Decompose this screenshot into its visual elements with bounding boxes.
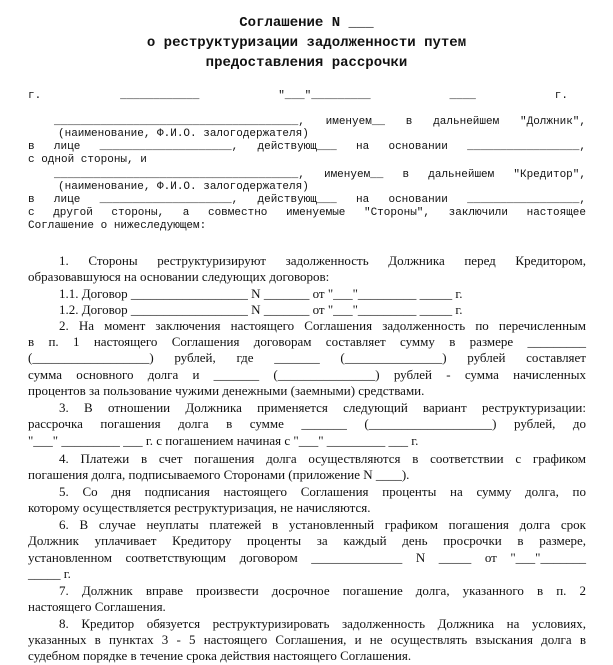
- agreement-intro-line: Соглашение о нижеследующем:: [28, 220, 207, 232]
- clause-3-line-1: 3. В отношении Должника применяется следующий вариант реструктуризации:: [59, 400, 586, 415]
- clause-3-line-3: "___" _________ ___ г. с погашением начиная с "___" _________ ___ г.: [28, 433, 419, 448]
- debtor-representative-line: в лице ____________________, действующ___ на основании _________________,: [28, 141, 586, 153]
- clause-5-line-1: 5. Со дня подписания настоящего Соглашения проценты на сумму долга, по: [59, 484, 586, 499]
- parties-line: с другой стороны, а совместно именуемые "Стороны", заключили настоящее: [28, 207, 586, 219]
- document-title: Соглашение N ___: [239, 15, 374, 31]
- clause-8-line-1: 8. Кредитор обязуется реструктуризировать задолженность Должника на условиях,: [59, 616, 586, 631]
- document-subtitle-line-1: о реструктуризации задолженности путем: [146, 35, 467, 51]
- clause-2-line-1: 2. На момент заключения настоящего Соглашения задолженность по перечисленным: [59, 318, 586, 333]
- creditor-representative-line: в лице ____________________, действующ___ на основании _________________,: [28, 194, 586, 206]
- clause-6-line-2: Должник уплачивает Кредитору проценты за каждый день просрочки в размере,: [28, 533, 586, 548]
- creditor-name-line: _____________________________________, именуем__ в дальнейшем "Кредитор",: [54, 169, 586, 181]
- clause-7-line-1: 7. Должник вправе произвести досрочное погашение долга, указанного в п. 2: [59, 583, 586, 598]
- clause-8-line-2: указанных в пунктах 3 - 5 настоящего Соглашения, и не осуществлять взыскания долга в: [28, 632, 586, 647]
- clause-4-line-1: 4. Платежи в счет погашения долга осуществляются в соответствии с графиком: [59, 451, 586, 466]
- clause-6-line-1: 6. В случае неуплаты платежей в установленный графиком погашения долга срок: [59, 517, 586, 532]
- clause-6-line-4: _____ г.: [28, 566, 71, 581]
- clause-6-line-3: установленном соответствующим договором ______________ N _____ от "___"_______: [28, 550, 586, 565]
- clause-7-line-2: настоящего Соглашения.: [28, 599, 166, 614]
- clause-3-line-2: рассрочка погашения долга в сумме _______ (___________________) рублей, до: [28, 416, 586, 431]
- clause-1-line-2: образовавшуюся на основании следующих договоров:: [28, 269, 330, 284]
- clause-2-line-5: процентов за пользование чужими денежными (заемными) средствами.: [28, 383, 425, 398]
- clause-2-line-3: (__________________) рублей, где _______ (_______________) рублей составляет: [28, 350, 586, 365]
- clause-2-line-4: сумма основного долга и _______ (_______________) рублей - сумма начисленных: [28, 367, 586, 382]
- first-party-line: с одной стороны, и: [28, 154, 147, 166]
- clause-1-1-line: 1.1. Договор __________________ N _______ от "___"_________ _____ г.: [59, 286, 463, 301]
- clause-1-line-1: 1. Стороны реструктуризируют задолженность Должника перед Кредитором,: [59, 253, 586, 268]
- city-date-line: г. ____________ "___"_________ ____ г.: [28, 90, 568, 102]
- clause-1-2-line: 1.2. Договор __________________ N _______ от "___"_________ _____ г.: [59, 302, 463, 317]
- creditor-name-caption: (наименование, Ф.И.О. залогодержателя): [58, 181, 309, 193]
- document-subtitle-line-2: предоставления рассрочки: [205, 55, 408, 71]
- debtor-name-caption: (наименование, Ф.И.О. залогодержателя): [58, 128, 309, 140]
- clause-5-line-2: которому осуществляется реструктуризация, не начисляются.: [28, 500, 371, 515]
- debtor-name-line: _____________________________________, именуем__ в дальнейшем "Должник",: [54, 116, 586, 128]
- clause-4-line-2: погашения долга, подписываемого Сторонами (приложение N ____).: [28, 467, 410, 482]
- clause-2-line-2: в п. 1 настоящего Соглашения договорам составляет сумму в размере _________: [28, 334, 586, 349]
- clause-8-line-3: судебном порядке в течение срока действия настоящего Соглашения.: [28, 648, 412, 663]
